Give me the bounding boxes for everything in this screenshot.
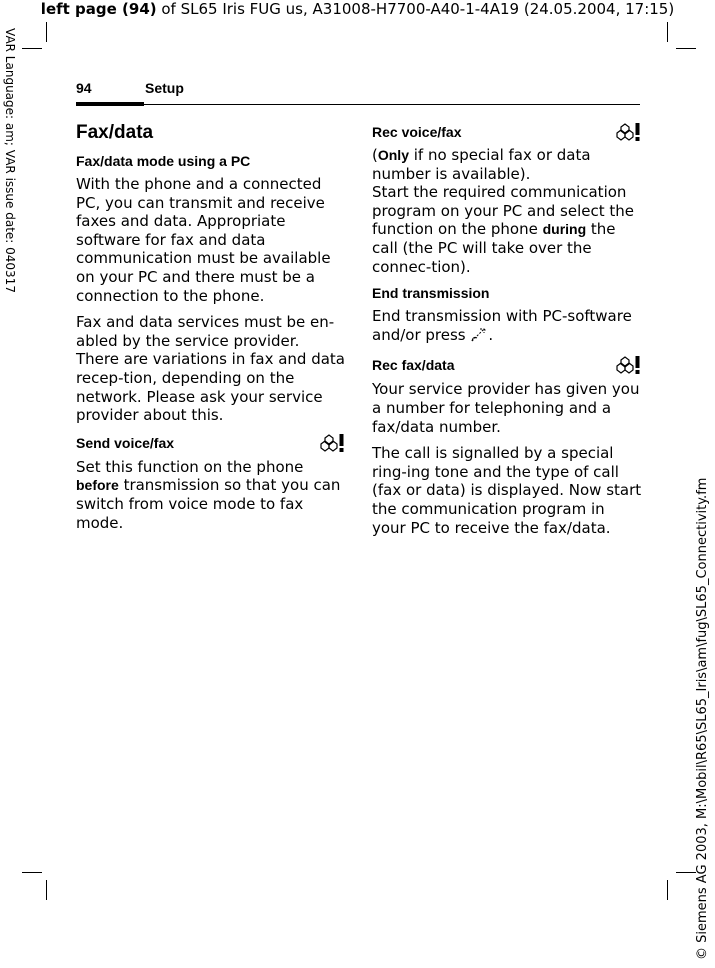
end-key-icon — [470, 327, 488, 348]
crop-mark — [22, 48, 42, 49]
paragraph: Your service provider has given you a number for telephoning and a fax/data number. — [372, 380, 640, 436]
header-rule-accent — [76, 102, 144, 106]
paragraph — [76, 458, 346, 532]
rec-line2-post: the call (the PC will take over the connec-tion). — [372, 220, 616, 276]
header-rule — [76, 104, 640, 105]
crop-mark — [667, 22, 668, 42]
side-note-right — [693, 400, 711, 960]
rec-during-bold: during — [542, 221, 587, 238]
side-note-right-text: © Siemens AG 2003, M:\Mobil\R65\SL65_Iris\am\fug\SL65_Connectivity.fm — [695, 477, 710, 960]
paragraph — [372, 146, 642, 183]
paragraph — [372, 307, 642, 347]
rec-voice-fax-heading-text: Rec voice/fax — [372, 124, 462, 140]
page-section-title: Setup — [145, 80, 184, 96]
print-header — [0, 0, 715, 18]
page-number: 94 — [76, 80, 92, 96]
rec-line2-pre: Start the required communication program on your PC and select the function on the phone — [372, 183, 634, 239]
rec-open-paren: ( — [372, 146, 378, 164]
rec-fax-data-heading-text: Rec fax/data — [372, 357, 455, 374]
subsection-heading — [76, 152, 346, 170]
send-text-post: transmission so that you can switch from voice mode to fax mode. — [76, 476, 341, 532]
network-dependent-icon — [616, 355, 642, 375]
rec-fax-data-heading — [372, 355, 642, 375]
left-column — [76, 122, 346, 540]
crop-mark — [676, 48, 696, 49]
paragraph: With the phone and a connected PC, you can transmit and receive faxes and data. Appropriate software for fax and data communication must be available on your PC and there must be a connection to the phone. — [76, 175, 331, 305]
side-note-left — [3, 28, 21, 388]
crop-mark — [46, 22, 47, 42]
end-transmission-period: . — [488, 325, 494, 344]
paragraph: Fax and data services must be en-abled by the service provider. There are variations in fax and data recep-tion, depending on the network. Please ask your service provider about this. — [76, 313, 346, 425]
send-voice-fax-heading — [76, 433, 346, 453]
end-transmission-heading — [372, 284, 642, 302]
right-column — [372, 122, 642, 545]
send-text-pre: Set this function on the phone — [76, 457, 304, 476]
end-transmission-text: End transmission with PC-software and/or press — [372, 307, 632, 344]
crop-mark — [46, 880, 47, 900]
rec-line1-rest: if no special fax or data number is available). — [372, 146, 591, 183]
network-dependent-icon — [320, 433, 346, 453]
paragraph — [372, 183, 642, 276]
side-note-left-text: VAR Language: am; VAR issue date: 040317 — [3, 28, 17, 293]
send-text-bold: before — [76, 477, 119, 494]
rec-only-bold: Only — [377, 147, 409, 163]
send-voice-fax-heading-text: Send voice/fax — [76, 434, 175, 451]
end-transmission-heading-text: End transmission — [372, 285, 490, 302]
rec-voice-fax-heading — [372, 122, 642, 142]
print-header-rest: of SL65 Iris FUG us, A31008-H7700-A40-1-4A19 (24.05.2004, 17:15) — [156, 0, 675, 18]
network-dependent-icon — [616, 122, 642, 142]
crop-mark — [667, 880, 668, 900]
paragraph: The call is signalled by a special ring-ing tone and the type of call (fax or data) is displayed. Now start the communication program in your PC to receive the fax/data. — [372, 444, 642, 537]
subsection-heading-text: Fax/data mode using a PC — [76, 153, 251, 169]
section-title: Fax/data — [76, 122, 154, 143]
crop-mark — [22, 872, 42, 873]
print-header-page: left page (94) — [40, 0, 157, 18]
